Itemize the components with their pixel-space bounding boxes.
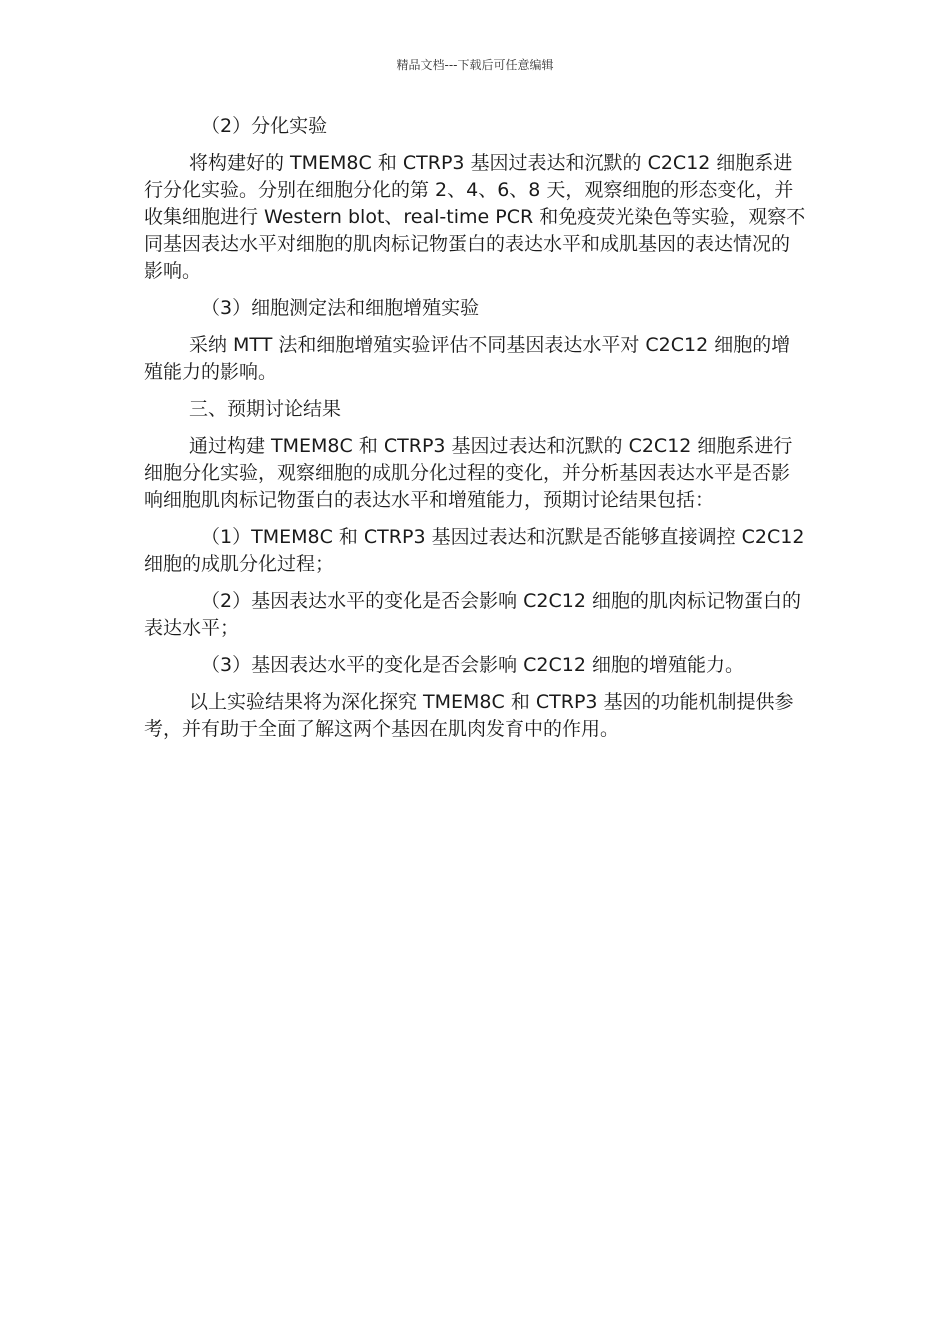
subheading-proliferation: （3）细胞测定法和细胞增殖实验 (201, 297, 480, 319)
paragraph-proliferation: 采纳 MTT 法和细胞增殖实验评估不同基因表达水平对 C2C12 细胞的增殖能力的影响。 (144, 334, 791, 383)
list-item: （1）TMEM8C 和 CTRP3 基因过表达和沉默是否能够直接调控 C2C12 细胞的成肌分化过程； (144, 526, 805, 575)
page-header: 精品文档---下载后可任意编辑 (396, 58, 554, 72)
subheading-differentiation: （2）分化实验 (201, 115, 328, 137)
paragraph-conclusion: 以上实验结果将为深化探究 TMEM8C 和 CTRP3 基因的功能机制提供参考，并有助于全面了解这两个基因在肌肉发育中的作用。 (144, 691, 794, 740)
section-heading-expected-results: 三、预期讨论结果 (189, 398, 342, 420)
paragraph-expected-results: 通过构建 TMEM8C 和 CTRP3 基因过表达和沉默的 C2C12 细胞系进行细胞分化实验，观察细胞的成肌分化过程的变化，并分析基因表达水平是否影响细胞肌肉标记物蛋白的表达水平和增殖能力，预期讨论结果包括： (144, 435, 793, 511)
list-item: （3）基因表达水平的变化是否会影响 C2C12 细胞的增殖能力。 (201, 654, 744, 676)
paragraph-differentiation: 将构建好的 TMEM8C 和 CTRP3 基因过表达和沉默的 C2C12 细胞系进行分化实验。分别在细胞分化的第 2、4、6、8 天，观察细胞的形态变化，并收集细胞进行 Western blot、real-time PCR 和免疫荧光染色等实验，观察不同基因表达水平对细胞的肌肉标记物蛋白的表达水平和成肌基因的表达情况的影响。 (144, 152, 806, 282)
list-item: （2）基因表达水平的变化是否会影响 C2C12 细胞的肌肉标记物蛋白的表达水平； (144, 590, 801, 639)
document-body (144, 113, 806, 753)
